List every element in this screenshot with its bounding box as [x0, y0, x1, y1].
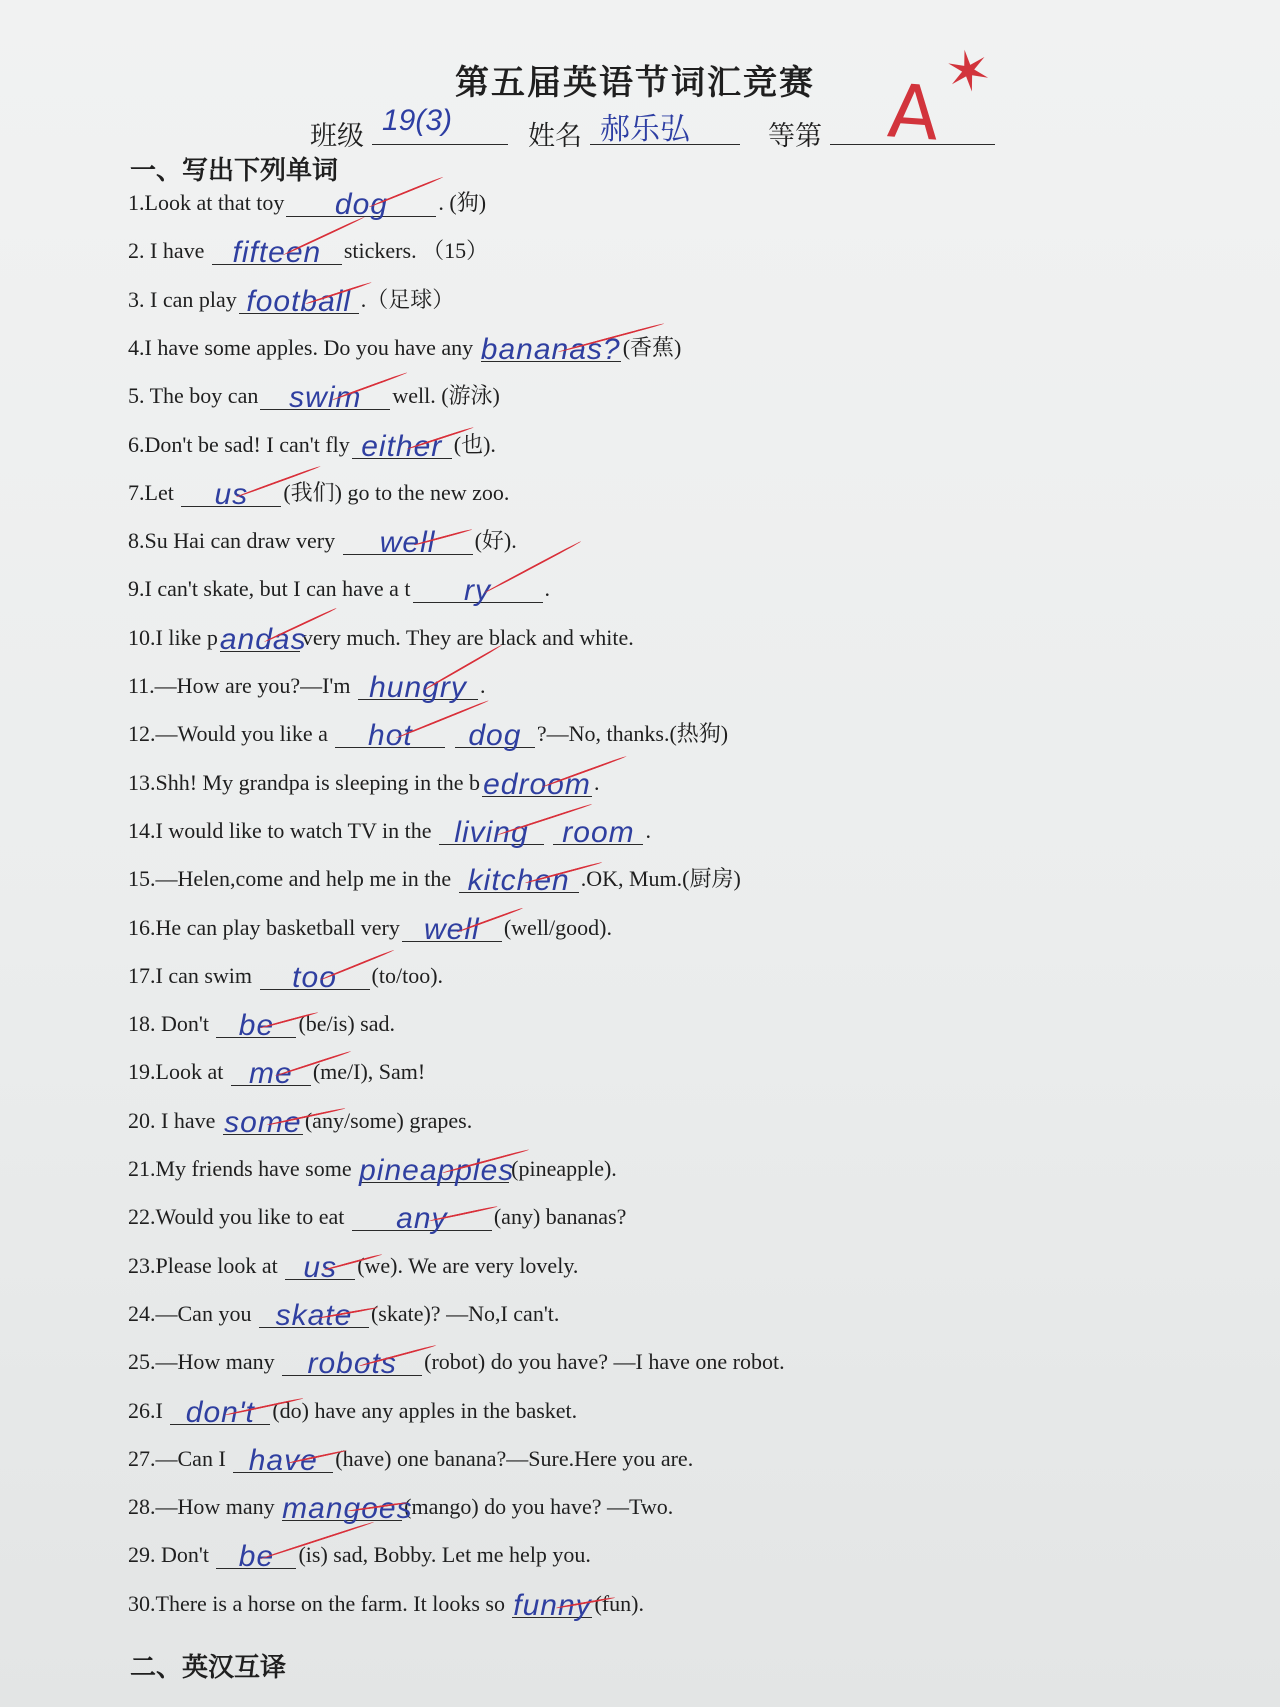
question-text: .	[544, 576, 551, 602]
question-text: 17.I can swim	[128, 962, 258, 988]
question-text: (any) bananas?	[493, 1204, 627, 1230]
question-2	[128, 231, 488, 271]
question-text: (be/is) sad.	[298, 1011, 395, 1037]
question-text: (skate)? —No,I can't.	[370, 1300, 560, 1326]
answer-blank	[352, 1198, 492, 1236]
handwritten-answer: have	[248, 1443, 318, 1477]
answer-blank	[239, 281, 359, 318]
question-6	[128, 425, 496, 465]
handwritten-answer: pineapples	[359, 1154, 515, 1187]
answer-blank	[335, 715, 445, 753]
handwritten-answer: edroom	[483, 767, 591, 801]
question-text: (have) one banana?—Sure.Here you are.	[335, 1445, 694, 1471]
question-text: 3. I can play	[128, 286, 237, 312]
handwritten-answer: be	[238, 1540, 275, 1574]
handwritten-answer: us	[303, 1250, 338, 1284]
question-text	[447, 721, 453, 746]
question-22	[128, 1197, 626, 1237]
question-text: 30.There is a horse on the farm. It looks so	[128, 1590, 511, 1616]
handwritten-answer: fifteen	[232, 236, 322, 270]
handwritten-answer: room	[562, 815, 635, 849]
question-text: 29. Don't	[128, 1542, 215, 1568]
grade-mark: A	[885, 68, 942, 158]
handwritten-answer: bananas?	[480, 332, 621, 366]
class-label: 班级	[310, 121, 364, 152]
answer-blank	[231, 1053, 311, 1091]
question-text: 18. Don't	[128, 1011, 215, 1037]
section-title-translation: 二、英汉互译	[130, 1653, 287, 1683]
question-16	[128, 908, 612, 948]
answer-blank	[260, 957, 370, 994]
answer-blank-2	[553, 812, 643, 849]
answer-blank	[181, 474, 281, 511]
answer-blank	[402, 909, 502, 946]
question-text: 9.I can't skate, but I can have a t	[128, 576, 411, 602]
handwritten-answer: football	[246, 284, 352, 318]
question-text: 22.Would you like to eat	[128, 1204, 350, 1230]
answer-blank	[482, 764, 592, 801]
question-text: (pineapple).	[511, 1156, 617, 1181]
answer-blank	[260, 377, 390, 415]
question-text: (香蕉)	[622, 334, 682, 360]
answer-blank-2	[455, 715, 535, 753]
question-text: .	[479, 673, 486, 698]
handwritten-answer: ry	[464, 574, 492, 608]
handwritten-answer: well	[424, 912, 480, 946]
question-text: (我们) go to the new zoo.	[283, 479, 510, 505]
answer-blank	[359, 1150, 515, 1187]
question-17	[128, 956, 443, 996]
page-title: 第五届英语节词汇竞赛	[455, 63, 815, 103]
handwritten-answer: some	[224, 1105, 302, 1139]
handwritten-answer: either	[361, 429, 443, 463]
question-text: 12.—Would you like a	[128, 721, 334, 747]
question-8	[128, 521, 517, 561]
question-text: well. (游泳)	[392, 383, 500, 409]
question-text: (fun).	[594, 1590, 644, 1616]
handwritten-answer: don't	[185, 1395, 255, 1429]
answer-blank	[343, 522, 473, 560]
question-text: 10.I like p	[128, 624, 218, 650]
question-text: 24.—Can you	[128, 1300, 257, 1326]
handwritten-answer: dog	[334, 188, 388, 221]
question-9	[128, 569, 550, 609]
question-text: (好).	[474, 528, 517, 554]
answer-blank	[219, 619, 307, 656]
question-text: 23.Please look at	[128, 1252, 284, 1278]
question-text: 14.I would like to watch TV in the	[128, 817, 437, 843]
question-text: .	[593, 769, 600, 795]
handwritten-answer: any	[396, 1202, 448, 1236]
question-4	[128, 328, 681, 368]
handwritten-answer: me	[248, 1057, 293, 1091]
answer-blank	[282, 1343, 422, 1381]
question-28	[128, 1487, 673, 1527]
handwritten-answer: swim	[289, 381, 362, 415]
handwritten-answer: too	[292, 960, 337, 994]
question-text: (mango) do you have? —Two.	[404, 1494, 674, 1520]
question-text: (也).	[453, 431, 496, 457]
question-text: 5. The boy can	[128, 383, 259, 409]
question-text: 16.He can play basketball very	[128, 914, 400, 940]
question-12	[128, 714, 728, 754]
question-15	[128, 859, 741, 899]
answer-blank	[216, 1536, 296, 1574]
question-7	[128, 473, 509, 513]
handwritten-answer: funny	[513, 1588, 592, 1622]
answer-blank	[512, 1585, 592, 1622]
question-5	[128, 376, 500, 416]
star-mark-icon: ✶	[939, 36, 998, 109]
question-text: (any/some) grapes.	[304, 1107, 473, 1133]
question-text: 21.My friends have some	[128, 1156, 358, 1181]
question-text	[546, 818, 552, 843]
question-21	[128, 1149, 617, 1189]
question-text: (robot) do you have? —I have one robot.	[424, 1349, 785, 1375]
question-text: 13.Shh! My grandpa is sleeping in the b	[128, 769, 480, 795]
question-text: (me/I), Sam!	[312, 1059, 426, 1085]
handwritten-answer: dog	[468, 719, 522, 753]
handwritten-answer: skate	[275, 1298, 353, 1332]
answer-blank	[459, 860, 579, 898]
class-value: 19(3)	[382, 104, 453, 137]
question-27	[128, 1439, 693, 1479]
question-14	[128, 811, 651, 851]
handwritten-answer: andas	[219, 622, 307, 656]
question-20	[128, 1101, 472, 1141]
question-text: 19.Look at	[128, 1059, 229, 1085]
question-text: .	[645, 817, 651, 843]
answer-blank	[413, 570, 543, 608]
question-19	[128, 1052, 425, 1092]
answer-blank	[352, 426, 452, 463]
question-29	[128, 1535, 591, 1575]
question-23	[128, 1246, 578, 1286]
question-text: (we). We are very lovely.	[357, 1252, 579, 1278]
handwritten-answer: well	[379, 526, 436, 560]
handwritten-answer: be	[238, 1009, 275, 1043]
question-13	[128, 763, 599, 803]
handwritten-answer: us	[214, 477, 249, 511]
question-text: .（足球）	[360, 286, 455, 312]
handwritten-answer: hot	[368, 719, 413, 753]
question-text: 8.Su Hai can draw very	[128, 528, 341, 554]
question-text: 2. I have	[128, 238, 210, 264]
handwritten-answer: hungry	[369, 671, 467, 704]
question-25	[128, 1342, 785, 1382]
question-text: stickers. （15）	[343, 238, 489, 264]
question-text: 4.I have some apples. Do you have any	[128, 334, 479, 360]
answer-blank	[439, 812, 544, 849]
question-text: 15.—Helen,come and help me in the	[128, 866, 457, 892]
question-1	[128, 183, 486, 223]
handwritten-answer: kitchen	[467, 864, 570, 898]
section-title-write-words: 一、写出下列单词	[130, 156, 339, 186]
name-value: 郝乐弘	[600, 112, 690, 147]
question-3	[128, 280, 454, 320]
question-text: (do) have any apples in the basket.	[272, 1397, 578, 1423]
question-18	[128, 1004, 395, 1044]
answer-blank	[358, 667, 478, 704]
grade-label: 等第	[768, 121, 822, 152]
question-text: 11.—How are you?—I'm	[128, 673, 356, 698]
answer-blank	[480, 329, 621, 366]
question-text: 26.I	[128, 1397, 169, 1423]
question-text: 25.—How many	[128, 1349, 281, 1375]
question-text: 27.—Can I	[128, 1445, 232, 1471]
question-text: very much. They are black and white.	[301, 624, 634, 650]
question-text: (well/good).	[503, 914, 612, 940]
question-26	[128, 1391, 577, 1431]
question-text: 28.—How many	[128, 1494, 281, 1520]
question-text: 6.Don't be sad! I can't fly	[128, 431, 350, 457]
question-text: 1.Look at that toy	[128, 190, 285, 215]
question-10	[128, 618, 634, 658]
name-label: 姓名	[528, 121, 582, 152]
question-text: .OK, Mum.(厨房)	[580, 866, 741, 892]
handwritten-answer: mangoes	[282, 1492, 413, 1526]
question-text: 7.Let	[128, 479, 180, 505]
question-text: (is) sad, Bobby. Let me help you.	[298, 1542, 591, 1568]
handwritten-answer: living	[454, 815, 529, 849]
question-text: . (狗)	[438, 190, 487, 215]
question-text: (to/too).	[371, 962, 444, 988]
question-text: 20. I have	[128, 1107, 221, 1133]
question-text: ?—No, thanks.(热狗)	[536, 721, 729, 747]
handwritten-answer: robots	[307, 1347, 397, 1381]
question-30	[128, 1584, 644, 1624]
